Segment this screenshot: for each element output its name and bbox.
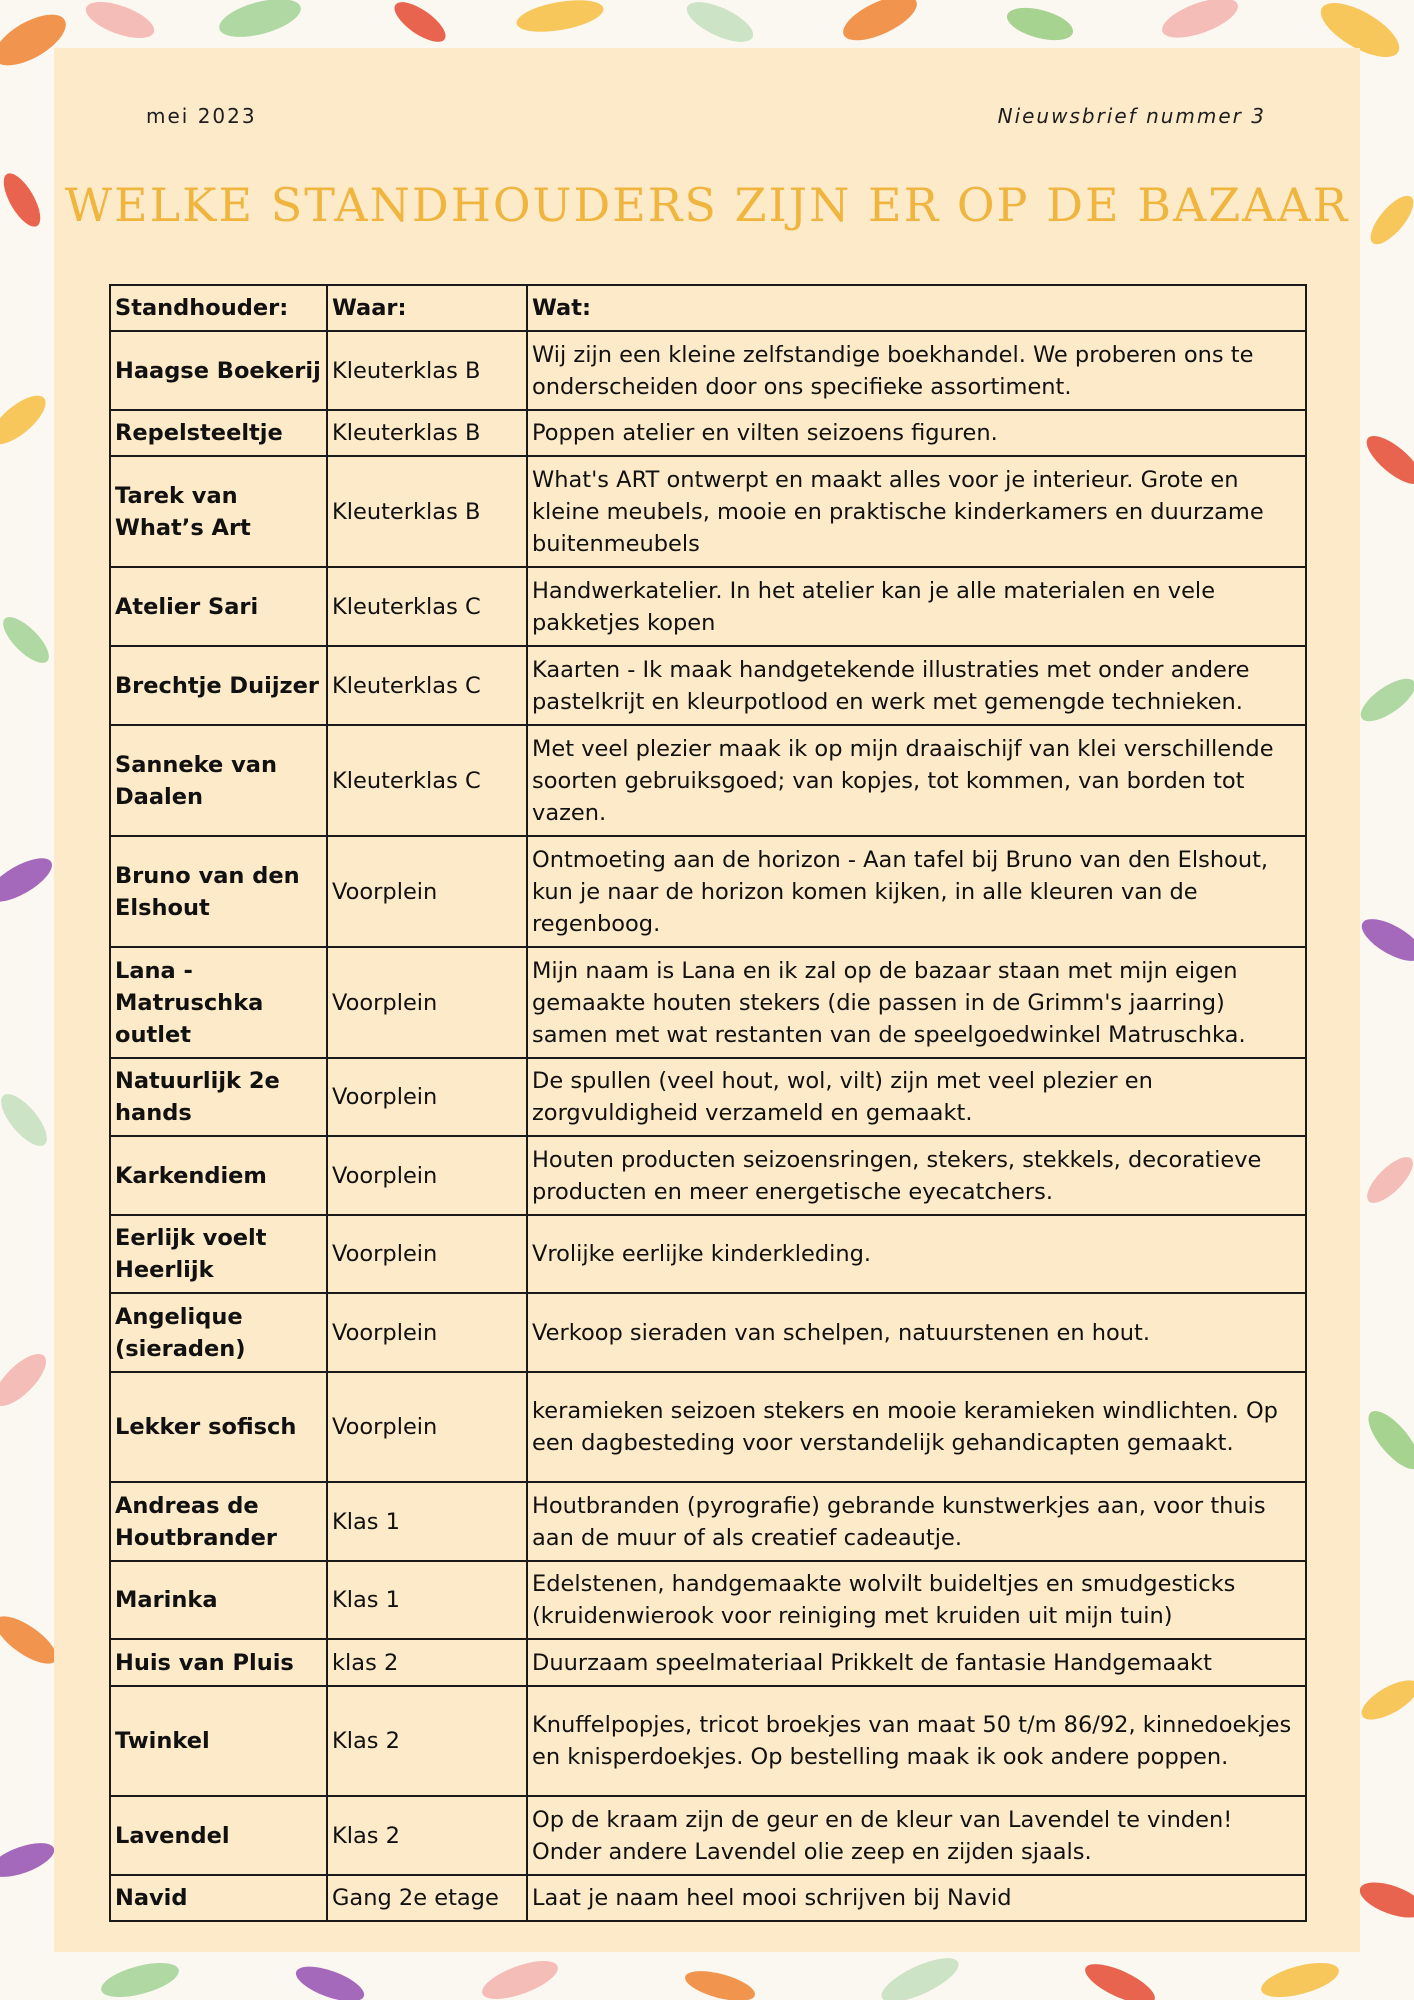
vendor-location: Klas 1	[327, 1482, 527, 1561]
vendor-location: Voorplein	[327, 836, 527, 947]
issue-date: mei 2023	[146, 104, 257, 128]
table-row	[110, 567, 1306, 646]
table-row	[110, 456, 1306, 567]
vendor-description: De spullen (veel hout, wol, vilt) zijn met veel plezier en zorgvuldigheid verzameld en gemaakt.	[527, 1058, 1306, 1136]
vendor-description: Laat je naam heel mooi schrijven bij Navid	[527, 1875, 1306, 1921]
table-row	[110, 1875, 1306, 1921]
vendor-name: Lekker sofisch	[110, 1372, 327, 1482]
page-title: WELKE STANDHOUDERS ZIJN ER OP DE BAZAAR	[64, 178, 1350, 232]
table-row	[110, 1372, 1306, 1482]
vendor-description: Houten producten seizoensringen, stekers, stekkels, decoratieve producten en meer energetische eyecatchers.	[527, 1136, 1306, 1215]
table-row	[110, 1136, 1306, 1215]
column-header-wat: Wat:	[527, 285, 1306, 331]
vendor-name: Lana - Matruschka outlet	[110, 947, 327, 1058]
vendor-name: Marinka	[110, 1561, 327, 1639]
vendor-name: Haagse Boekerij	[110, 331, 327, 410]
vendor-table	[109, 284, 1307, 1922]
column-header-waar: Waar:	[327, 285, 527, 331]
table-row	[110, 1215, 1306, 1293]
vendor-name: Karkendiem	[110, 1136, 327, 1215]
vendor-name: Brechtje Duijzer	[110, 646, 327, 725]
table-row	[110, 1058, 1306, 1136]
table-row	[110, 331, 1306, 410]
vendor-description: Handwerkatelier. In het atelier kan je alle materialen en vele pakketjes kopen	[527, 567, 1306, 646]
table-row	[110, 947, 1306, 1058]
vendor-name: Navid	[110, 1875, 327, 1921]
table-row	[110, 1796, 1306, 1875]
vendor-name: Huis van Pluis	[110, 1639, 327, 1686]
vendor-name: Angelique (sieraden)	[110, 1293, 327, 1372]
vendor-name: Tarek van What’s Art	[110, 456, 327, 567]
vendor-description: Kaarten - Ik maak handgetekende illustraties met onder andere pastelkrijt en kleurpotlood en werk met gemengde technieken.	[527, 646, 1306, 725]
vendor-location: Klas 2	[327, 1796, 527, 1875]
vendor-name: Sanneke van Daalen	[110, 725, 327, 836]
vendor-description: Op de kraam zijn de geur en de kleur van Lavendel te vinden! Onder andere Lavendel olie zeep en zijden sjaals.	[527, 1796, 1306, 1875]
vendor-location: Kleuterklas C	[327, 646, 527, 725]
table-row	[110, 1293, 1306, 1372]
vendor-location: Kleuterklas B	[327, 456, 527, 567]
vendor-description: keramieken seizoen stekers en mooie keramieken windlichten. Op een dagbesteding voor verstandelijk gehandicapten gemaakt.	[527, 1372, 1306, 1482]
vendor-description: Poppen atelier en vilten seizoens figuren.	[527, 410, 1306, 456]
vendor-name: Natuurlijk 2e hands	[110, 1058, 327, 1136]
vendor-location: Klas 2	[327, 1686, 527, 1796]
table-row	[110, 1639, 1306, 1686]
vendor-name: Andreas de Houtbrander	[110, 1482, 327, 1561]
vendor-name: Bruno van den Elshout	[110, 836, 327, 947]
table-row	[110, 1686, 1306, 1796]
vendor-description: Wij zijn een kleine zelfstandige boekhandel. We proberen ons te onderscheiden door ons specifieke assortiment.	[527, 331, 1306, 410]
table-row	[110, 1482, 1306, 1561]
vendor-location: Klas 1	[327, 1561, 527, 1639]
vendor-description: Verkoop sieraden van schelpen, natuurstenen en hout.	[527, 1293, 1306, 1372]
vendor-location: klas 2	[327, 1639, 527, 1686]
vendor-description: Vrolijke eerlijke kinderkleding.	[527, 1215, 1306, 1293]
vendor-location: Voorplein	[327, 1136, 527, 1215]
vendor-description: Knuffelpopjes, tricot broekjes van maat 50 t/m 86/92, kinnedoekjes en knisperdoekjes. Op bestelling maak ik ook andere poppen.	[527, 1686, 1306, 1796]
vendor-location: Gang 2e etage	[327, 1875, 527, 1921]
vendor-name: Atelier Sari	[110, 567, 327, 646]
vendor-location: Kleuterklas C	[327, 567, 527, 646]
table-header-row	[110, 285, 1306, 331]
vendor-location: Voorplein	[327, 1215, 527, 1293]
vendor-name: Repelsteeltje	[110, 410, 327, 456]
vendor-description: Duurzaam speelmateriaal Prikkelt de fantasie Handgemaakt	[527, 1639, 1306, 1686]
table-row	[110, 836, 1306, 947]
vendor-location: Voorplein	[327, 1058, 527, 1136]
issue-number: Nieuwsbrief nummer 3	[997, 104, 1266, 128]
table-row	[110, 410, 1306, 456]
table-row	[110, 646, 1306, 725]
vendor-name: Twinkel	[110, 1686, 327, 1796]
vendor-location: Voorplein	[327, 1293, 527, 1372]
vendor-description: Edelstenen, handgemaakte wolvilt buideltjes en smudgesticks (kruidenwierook voor reiniging met kruiden uit mijn tuin)	[527, 1561, 1306, 1639]
vendor-description: Met veel plezier maak ik op mijn draaischijf van klei verschillende soorten gebruiksgoed; van kopjes, tot kommen, van borden tot vazen.	[527, 725, 1306, 836]
vendor-location: Kleuterklas C	[327, 725, 527, 836]
table-row	[110, 1561, 1306, 1639]
vendor-description: Ontmoeting aan de horizon - Aan tafel bij Bruno van den Elshout, kun je naar de horizon komen kijken, in alle kleuren van de regenboog.	[527, 836, 1306, 947]
vendor-description: Mijn naam is Lana en ik zal op de bazaar staan met mijn eigen gemaakte houten stekers (die passen in de Grimm's jaarring) samen met wat restanten van de speelgoedwinkel Matruschka.	[527, 947, 1306, 1058]
vendor-name: Lavendel	[110, 1796, 327, 1875]
column-header-standhouder: Standhouder:	[110, 285, 327, 331]
vendor-description: What's ART ontwerpt en maakt alles voor je interieur. Grote en kleine meubels, mooie en praktische kinderkamers en duurzame buitenmeubels	[527, 456, 1306, 567]
table-row	[110, 725, 1306, 836]
vendor-location: Voorplein	[327, 947, 527, 1058]
vendor-location: Voorplein	[327, 1372, 527, 1482]
vendor-location: Kleuterklas B	[327, 410, 527, 456]
vendor-description: Houtbranden (pyrografie) gebrande kunstwerkjes aan, voor thuis aan de muur of als creatief cadeautje.	[527, 1482, 1306, 1561]
vendor-location: Kleuterklas B	[327, 331, 527, 410]
vendor-name: Eerlijk voelt Heerlijk	[110, 1215, 327, 1293]
